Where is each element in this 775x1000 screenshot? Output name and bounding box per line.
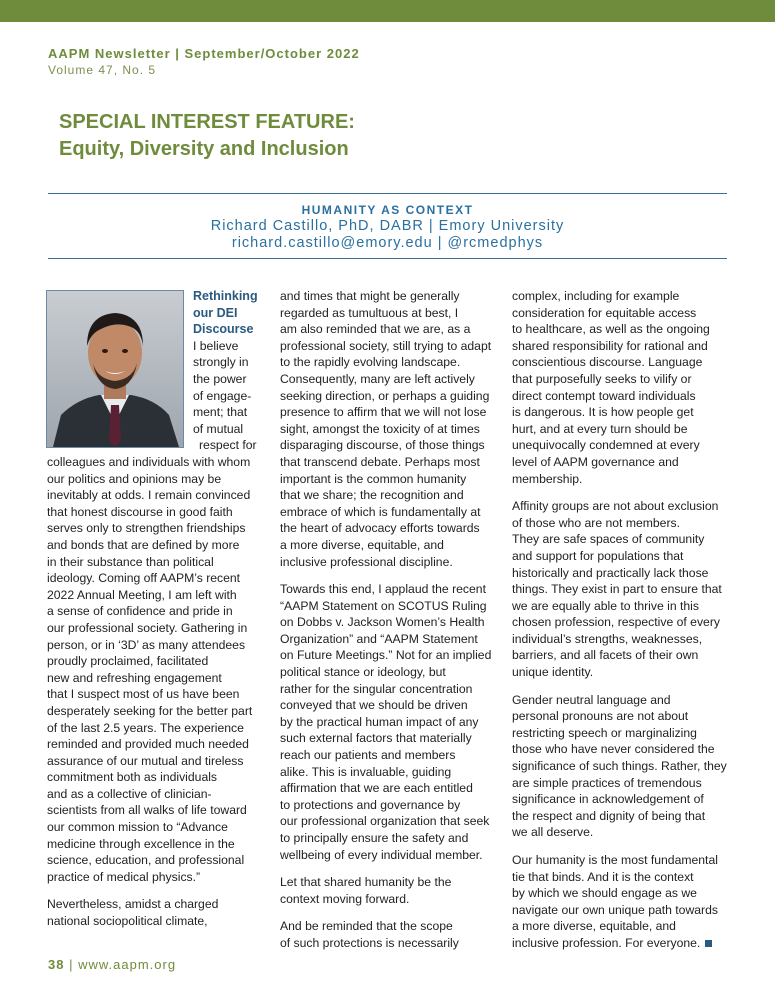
text-line: to protections and governance by	[280, 797, 461, 812]
text-line: Towards this end, I applaud the recent	[280, 582, 486, 597]
text-line: Organization” and “AAPM Statement	[280, 631, 478, 646]
text-line: professional society, still trying to adapt	[280, 338, 492, 353]
text-line: regarded as tumultuous at best, I	[280, 305, 459, 320]
text-line: reminded and provided much needed	[47, 737, 249, 752]
text-line: rather for the singular concentration	[280, 681, 473, 696]
text-line: unique identity.	[512, 665, 594, 680]
text-line: new and refreshing engagement	[47, 670, 222, 685]
text-line: our common mission to “Advance	[47, 820, 228, 835]
text-line: our professional society. Gathering in	[47, 620, 248, 635]
text-line: inclusive professional discipline.	[280, 554, 453, 569]
text-line: to principally ensure the safety and	[280, 831, 469, 845]
paragraph	[47, 896, 272, 929]
top-color-band	[0, 0, 775, 22]
paragraph	[280, 918, 502, 951]
text-line: sight, amongst the toxicity of at times	[280, 421, 480, 436]
paragraph	[280, 581, 502, 863]
article-section-title: HUMANITY AS CONTEXT	[301, 203, 474, 217]
text-line: personal pronouns are not about	[512, 709, 689, 724]
text-line: we are equally able to thrive in this	[512, 598, 699, 613]
text-line: a sense of confidence and pride in	[47, 604, 233, 619]
website-link[interactable]: www.aapm.org	[78, 957, 177, 972]
text-line: to the rapidly evolving landscape.	[280, 355, 461, 370]
text-line: on Future Meetings.” Not for an implied	[280, 648, 492, 663]
text-line: embrace of which is fundamentally at	[280, 504, 481, 519]
text-line: respect for	[199, 438, 257, 453]
text-line: practice of medical physics.”	[47, 869, 201, 884]
text-line: on Dobbs v. Jackson Women’s Health	[280, 615, 485, 630]
text-line: shared responsibility for rational and	[512, 338, 708, 353]
text-line-last	[512, 935, 734, 952]
text-line: our professional organization that seek	[280, 814, 490, 829]
text-line: am also reminded that we are, as a	[280, 322, 471, 337]
text-line: Affinity groups are not about exclusion	[512, 499, 719, 514]
text-line: science, education, and professional	[47, 853, 245, 868]
text-line: by the practical human impact of any	[280, 714, 479, 729]
volume-issue: Volume 47, No. 5	[48, 63, 157, 77]
text-line: those who have never considered the	[512, 742, 715, 757]
text-line: important is the common humanity	[280, 471, 467, 486]
column-3-body	[512, 288, 734, 963]
text-line: a more diverse, equitable, and	[512, 919, 676, 934]
text-line: and support for populations that	[512, 548, 684, 563]
text-line: that transcend debate. Perhaps most	[280, 454, 480, 469]
feature-title: Equity, Diversity and Inclusion	[59, 138, 349, 160]
author-contact: richard.castillo@emory.edu | @rcmedphys	[231, 235, 544, 251]
subhead-line: our DEI	[193, 305, 238, 320]
text-line: our politics and opinions may be	[47, 471, 222, 486]
text-line: conveyed that we should be driven	[280, 698, 468, 713]
text-line: the power	[193, 371, 247, 386]
text-line: context moving forward.	[280, 891, 410, 906]
text-line: I believe	[193, 338, 239, 353]
text-line: restricting speech or marginalizing	[512, 725, 697, 740]
text-line: disparaging discourse, of those things	[280, 438, 485, 453]
text-line: unequivocally condemned at every	[512, 438, 700, 453]
text-line: that I suspect most of us have been	[47, 687, 240, 702]
text-line: navigate our own unique path towards	[512, 902, 718, 917]
text-line: commitment both as individuals	[47, 770, 218, 785]
text-line: conscientious discourse. Language	[512, 355, 703, 370]
text-line: historically and practically lack those	[512, 565, 709, 580]
text-line: Nevertheless, amidst a charged	[47, 897, 219, 912]
text-line: presence to affirm that we will not lose	[280, 405, 487, 420]
footer-separator: |	[69, 957, 79, 972]
text-line: of mutual	[193, 421, 244, 436]
text-line: of such protections is necessarily	[280, 935, 459, 950]
text-line: and times that might be generally	[280, 289, 460, 303]
text-line: Consequently, many are left actively	[280, 371, 475, 386]
text-line: by which we should engage as we	[512, 886, 697, 901]
text-line: we all deserve.	[512, 825, 594, 840]
text-line: of those who are not members.	[512, 515, 681, 530]
byline-top-rule	[48, 193, 727, 194]
paragraph	[280, 874, 502, 907]
text-line: consideration for equitable access	[512, 305, 697, 320]
text-line: direct contempt toward individuals	[512, 388, 696, 403]
text-line: colleagues and individuals with whom	[47, 455, 251, 469]
text-line: tie that binds. And it is the context	[512, 869, 694, 884]
subhead-line: Discourse	[193, 322, 254, 337]
text-line: alike. This is invaluable, guiding	[280, 764, 452, 779]
text-line: scientists from all walks of life toward	[47, 803, 247, 818]
byline-bottom-rule	[48, 258, 727, 259]
text-line: person, or in ‘3D’ as many attendees	[47, 637, 246, 652]
text-line: significance in acknowledgement of	[512, 792, 704, 807]
newsletter-title: AAPM Newsletter | September/October 2022	[48, 46, 360, 61]
text-line: Our humanity is the most fundamental	[512, 853, 718, 867]
text-line: desperately seeking for the better part	[47, 703, 253, 718]
text-line: assurance of our mutual and tireless	[47, 753, 244, 768]
text-line: wellbeing of every individual member.	[280, 847, 483, 862]
text-line: strongly in	[193, 355, 249, 370]
text-line: inevitably at odds. I remain convinced	[47, 488, 251, 503]
text-line: ideology. Coming off AAPM’s recent	[47, 571, 241, 586]
text-line: And be reminded that the scope	[280, 919, 453, 934]
end-of-article-mark	[705, 940, 712, 947]
subhead-block	[193, 288, 265, 454]
text-line: Gender neutral language and	[512, 692, 671, 707]
text-line: seeking direction, or perhaps a guiding	[280, 388, 490, 403]
paragraph	[512, 852, 734, 952]
text-line: national sociopolitical climate,	[47, 914, 208, 929]
author-line: Richard Castillo, PhD, DABR | Emory University	[210, 218, 565, 234]
paragraph	[512, 288, 734, 487]
text-line: complex, including for example	[512, 289, 680, 303]
text-line: inclusive profession. For everyone.	[512, 935, 701, 950]
author-photo	[46, 290, 184, 448]
text-line: membership.	[512, 471, 583, 486]
feature-kicker: SPECIAL INTEREST FEATURE:	[59, 111, 355, 133]
text-line: the heart of advocacy efforts towards	[280, 521, 480, 536]
text-line: proudly proclaimed, facilitated	[47, 654, 209, 669]
text-line: significance of such things. Rather, they	[512, 759, 727, 774]
column-2-body	[280, 288, 502, 963]
paragraph	[280, 288, 502, 570]
text-line: of the last 2.5 years. The experience	[47, 720, 244, 735]
text-line: that we share; the recognition and	[280, 488, 464, 503]
text-line: serves only to strengthen friendships	[47, 521, 246, 536]
page-footer	[48, 957, 176, 972]
text-line: are simple practices of tremendous	[512, 775, 702, 790]
text-line: level of AAPM governance and	[512, 454, 679, 469]
text-line: hurt, and at every turn should be	[512, 421, 688, 436]
text-line: 2022 Annual Meeting, I am left with	[47, 587, 237, 602]
text-line: in their substance than political	[47, 554, 214, 569]
text-line: barriers, and all facets of their own	[512, 648, 699, 663]
page-number: 38	[48, 957, 65, 972]
paragraph	[512, 692, 734, 841]
text-line: individual’s strengths, weaknesses,	[512, 631, 703, 646]
text-line: political stance or ideology, but	[280, 665, 446, 680]
text-line: and bonds that are defined by more	[47, 537, 240, 552]
column-1-body	[47, 454, 272, 941]
text-line: “AAPM Statement on SCOTUS Ruling	[280, 598, 487, 613]
text-line: things. They exist in part to ensure that	[512, 582, 722, 597]
text-line: They are safe spaces of community	[512, 532, 705, 547]
text-line: ment; that	[193, 405, 248, 420]
text-line: the respect and dignity of being that	[512, 808, 706, 823]
paragraph	[47, 454, 272, 885]
text-line: that purposefully seeks to vilify or	[512, 371, 692, 386]
text-line: of engage-	[193, 388, 252, 403]
paragraph	[512, 498, 734, 681]
text-line: is dangerous. It is how people get	[512, 405, 694, 420]
text-line: a more diverse, equitable, and	[280, 537, 444, 552]
text-line: to healthcare, as well as the ongoing	[512, 322, 710, 337]
text-line: Let that shared humanity be the	[280, 875, 452, 890]
text-line: chosen profession, respective of every	[512, 615, 720, 630]
text-line: reach our patients and members	[280, 748, 456, 763]
text-line: that honest discourse in good faith	[47, 504, 233, 519]
text-line: medicine through excellence in the	[47, 836, 235, 851]
text-line: and as a collective of clinician-	[47, 786, 212, 801]
text-line: affirmation that we are each entitled	[280, 781, 473, 796]
text-line: such external factors that materially	[280, 731, 472, 746]
subhead-line: Rethinking	[193, 289, 258, 303]
